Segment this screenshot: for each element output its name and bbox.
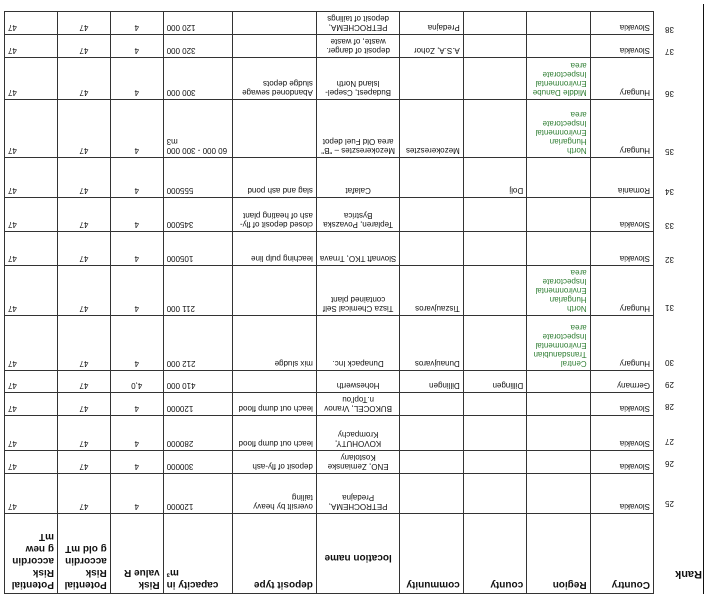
deposit-cell: oversilt by heavy tailing xyxy=(233,474,317,514)
capacity-cell: 212 000 xyxy=(163,316,233,371)
community-cell xyxy=(400,232,463,266)
capacity-cell: 300000 xyxy=(163,451,233,474)
risk-cell: 4 xyxy=(110,158,163,198)
country-cell: Slovakia xyxy=(590,451,653,474)
location-cell: BUKOCEL, Vranov n.Topl'ou xyxy=(316,393,400,416)
capacity-cell: 211 000 xyxy=(163,266,233,316)
location-cell: Budapest, Csepel- Island North xyxy=(316,58,400,100)
potential-old-cell: 47 xyxy=(57,416,110,451)
table-row xyxy=(5,474,654,514)
capacity-cell: 555000 xyxy=(163,158,233,198)
county-cell: Dillingen xyxy=(463,371,526,393)
location-cell: Teplaren, Povazska Bystrica xyxy=(316,198,400,232)
community-cell xyxy=(400,58,463,100)
location-cell: ENO, Zemianske Kostolany xyxy=(316,451,400,474)
risk-cell: 4 xyxy=(110,266,163,316)
risk-cell: 4 xyxy=(110,58,163,100)
region-cell: North Hungarian Environmental Inspectorate area xyxy=(527,266,590,316)
rank-number: 36 xyxy=(665,89,674,98)
rank-number: 27 xyxy=(665,437,674,446)
deposit-cell: Abandoned sewage sludge depots xyxy=(233,58,317,100)
header-location xyxy=(316,514,400,594)
region-cell xyxy=(527,371,590,393)
country-cell: Hungary xyxy=(590,58,653,100)
capacity-cell: 60 000 - 300 000 m3 xyxy=(163,100,233,158)
country-cell: Slovakia xyxy=(590,35,653,58)
location-cell: Dunapack Inc. xyxy=(316,316,400,371)
potential-old-cell: 47 xyxy=(57,451,110,474)
capacity-cell: 320 000 xyxy=(163,35,233,58)
header-risk-value: Risk value R xyxy=(110,514,163,594)
potential-old-cell: 47 xyxy=(57,232,110,266)
header-potential-old: Potential Risk according old mT xyxy=(57,514,110,594)
deposit-cell: closed deposit of fly-ash of heating plant xyxy=(233,198,317,232)
country-cell: Slovakia xyxy=(590,12,653,35)
country-cell: Slovakia xyxy=(590,416,653,451)
capacity-cell: 105000 xyxy=(163,232,233,266)
region-cell xyxy=(527,416,590,451)
rank-number: 35 xyxy=(665,147,674,156)
location-cell: Calafat xyxy=(316,158,400,198)
header-region: Region xyxy=(527,514,590,594)
header-potential-new: Potential Risk according new mT xyxy=(5,514,58,594)
county-cell xyxy=(463,266,526,316)
rank-number: 25 xyxy=(665,499,674,508)
rank-number: 38 xyxy=(665,25,674,34)
rank-number: 34 xyxy=(665,187,674,196)
potential-new-cell: 47 xyxy=(5,451,58,474)
risk-cell: 4,0 xyxy=(110,371,163,393)
risk-cell: 4 xyxy=(110,198,163,232)
potential-old-cell: 47 xyxy=(57,158,110,198)
country-cell: Slovakia xyxy=(590,393,653,416)
location-cell: PETROCHEMA, deposit of tailings xyxy=(316,12,400,35)
region-cell xyxy=(527,393,590,416)
table-row xyxy=(5,158,654,198)
country-cell: Hungary xyxy=(590,316,653,371)
deposit-cell xyxy=(233,371,317,393)
region-cell: North Hungarian Environmental Inspectorate area xyxy=(527,100,590,158)
table-row xyxy=(5,316,654,371)
community-cell: Predajna xyxy=(400,12,463,35)
table-row xyxy=(5,393,654,416)
rank-number: 31 xyxy=(665,303,674,312)
capacity-cell: 300 000 xyxy=(163,58,233,100)
risk-cell: 4 xyxy=(110,451,163,474)
region-cell xyxy=(527,158,590,198)
potential-old-cell: 47 xyxy=(57,35,110,58)
table-row xyxy=(5,451,654,474)
community-cell xyxy=(400,451,463,474)
table-row xyxy=(5,100,654,158)
rank-number: 28 xyxy=(665,402,674,411)
country-cell: Romania xyxy=(590,158,653,198)
capacity-cell: 120000 xyxy=(163,474,233,514)
country-cell: Slovakia xyxy=(590,474,653,514)
potential-new-cell: 47 xyxy=(5,316,58,371)
potential-new-cell: 47 xyxy=(5,100,58,158)
region-cell xyxy=(527,474,590,514)
rank-number: 32 xyxy=(665,255,674,264)
left-margin-line xyxy=(703,4,704,594)
county-cell xyxy=(463,474,526,514)
county-cell xyxy=(463,12,526,35)
country-cell: Slovakia xyxy=(590,232,653,266)
rank-number: 30 xyxy=(665,358,674,367)
potential-old-cell: 47 xyxy=(57,316,110,371)
deposit-cell xyxy=(233,266,317,316)
header-deposit: deposit type xyxy=(233,514,317,594)
county-cell: Dolj xyxy=(463,158,526,198)
country-cell: Hungary xyxy=(590,266,653,316)
deposit-cell xyxy=(233,35,317,58)
table-row xyxy=(5,416,654,451)
table-row xyxy=(5,35,654,58)
community-cell xyxy=(400,198,463,232)
table-row xyxy=(5,58,654,100)
community-cell: Dillingen xyxy=(400,371,463,393)
location-cell: KOVOHUTY, Krompachy xyxy=(316,416,400,451)
potential-new-cell: 47 xyxy=(5,393,58,416)
location-cell: Mezokeresztes – "B" area Old Fuel depot xyxy=(316,100,400,158)
risk-cell: 4 xyxy=(110,393,163,416)
region-cell xyxy=(527,198,590,232)
header-county: county xyxy=(463,514,526,594)
header-location-text: location name xyxy=(324,552,392,563)
header-country: Country xyxy=(590,514,653,594)
potential-old-cell: 47 xyxy=(57,393,110,416)
potential-old-cell: 47 xyxy=(57,198,110,232)
county-cell xyxy=(463,35,526,58)
region-cell: Central Transdanubian Environmental Inspectorate area xyxy=(527,316,590,371)
table-frame xyxy=(4,4,704,594)
county-cell xyxy=(463,416,526,451)
potential-new-cell: 47 xyxy=(5,58,58,100)
community-cell: Mezokeresztes xyxy=(400,100,463,158)
region-cell xyxy=(527,12,590,35)
country-cell: Hungary xyxy=(590,100,653,158)
header-row xyxy=(5,514,654,594)
risk-cell: 4 xyxy=(110,35,163,58)
header-community: community xyxy=(400,514,463,594)
risk-cell: 4 xyxy=(110,316,163,371)
county-cell xyxy=(463,232,526,266)
potential-old-cell: 47 xyxy=(57,58,110,100)
deposit-cell xyxy=(233,12,317,35)
community-cell xyxy=(400,393,463,416)
potential-old-cell: 47 xyxy=(57,474,110,514)
deposit-cell: slag and ash pond xyxy=(233,158,317,198)
country-cell: Germany xyxy=(590,371,653,393)
location-cell: Tisza Chemical Self contained plant xyxy=(316,266,400,316)
rank-number: 33 xyxy=(665,221,674,230)
region-cell: Middle Danube Environmental Inspectorate area xyxy=(527,58,590,100)
region-cell xyxy=(527,232,590,266)
table-row xyxy=(5,12,654,35)
risk-cell: 4 xyxy=(110,474,163,514)
county-cell xyxy=(463,198,526,232)
risk-cell: 4 xyxy=(110,232,163,266)
county-cell xyxy=(463,451,526,474)
risk-cell: 4 xyxy=(110,12,163,35)
community-cell xyxy=(400,416,463,451)
deposit-cell: leaching pulp line xyxy=(233,232,317,266)
table-row xyxy=(5,266,654,316)
risk-cell: 4 xyxy=(110,416,163,451)
potential-new-cell: 47 xyxy=(5,158,58,198)
deposit-cell: deposit of fly-ash xyxy=(233,451,317,474)
capacity-cell: 410 000 xyxy=(163,371,233,393)
community-cell xyxy=(400,474,463,514)
deposit-cell: leach out dump flood xyxy=(233,393,317,416)
capacity-cell: 120000 xyxy=(163,393,233,416)
potential-old-cell: 47 xyxy=(57,12,110,35)
risk-cell: 4 xyxy=(110,100,163,158)
potential-new-cell: 47 xyxy=(5,266,58,316)
rank-header: Rank xyxy=(675,568,702,580)
region-cell xyxy=(527,35,590,58)
table-row xyxy=(5,198,654,232)
location-cell: Slovnaft TKO, Trnava xyxy=(316,232,400,266)
community-cell: A.S.A, Zohor xyxy=(400,35,463,58)
county-cell xyxy=(463,393,526,416)
table-row xyxy=(5,232,654,266)
potential-new-cell: 47 xyxy=(5,232,58,266)
deposit-table xyxy=(4,11,654,594)
community-cell: Tiszaujvaros xyxy=(400,266,463,316)
potential-old-cell: 47 xyxy=(57,266,110,316)
capacity-cell: 280000 xyxy=(163,416,233,451)
deposit-cell xyxy=(233,100,317,158)
capacity-cell: 345000 xyxy=(163,198,233,232)
potential-old-cell: 47 xyxy=(57,371,110,393)
county-cell xyxy=(463,316,526,371)
potential-old-cell: 47 xyxy=(57,100,110,158)
deposit-cell: leach out dump flood xyxy=(233,416,317,451)
potential-new-cell: 47 xyxy=(5,474,58,514)
potential-new-cell: 47 xyxy=(5,198,58,232)
capacity-cell: 120 000 xyxy=(163,12,233,35)
community-cell: Dunaujvaros xyxy=(400,316,463,371)
location-cell: deposit of danger. waste, of waste xyxy=(316,35,400,58)
potential-new-cell: 47 xyxy=(5,12,58,35)
rank-number: 37 xyxy=(665,47,674,56)
rank-number: 29 xyxy=(665,380,674,389)
table-row xyxy=(5,371,654,393)
location-cell: Hoheswerth xyxy=(316,371,400,393)
header-capacity: capacity in m³ xyxy=(163,514,233,594)
rank-number: 26 xyxy=(665,459,674,468)
potential-new-cell: 47 xyxy=(5,371,58,393)
county-cell xyxy=(463,100,526,158)
location-cell: PETROCHEMA, Predajna xyxy=(316,474,400,514)
country-cell: Slovakia xyxy=(590,198,653,232)
potential-new-cell: 47 xyxy=(5,35,58,58)
county-cell xyxy=(463,58,526,100)
deposit-cell: mix sludge xyxy=(233,316,317,371)
potential-new-cell: 47 xyxy=(5,416,58,451)
region-cell xyxy=(527,451,590,474)
community-cell xyxy=(400,158,463,198)
